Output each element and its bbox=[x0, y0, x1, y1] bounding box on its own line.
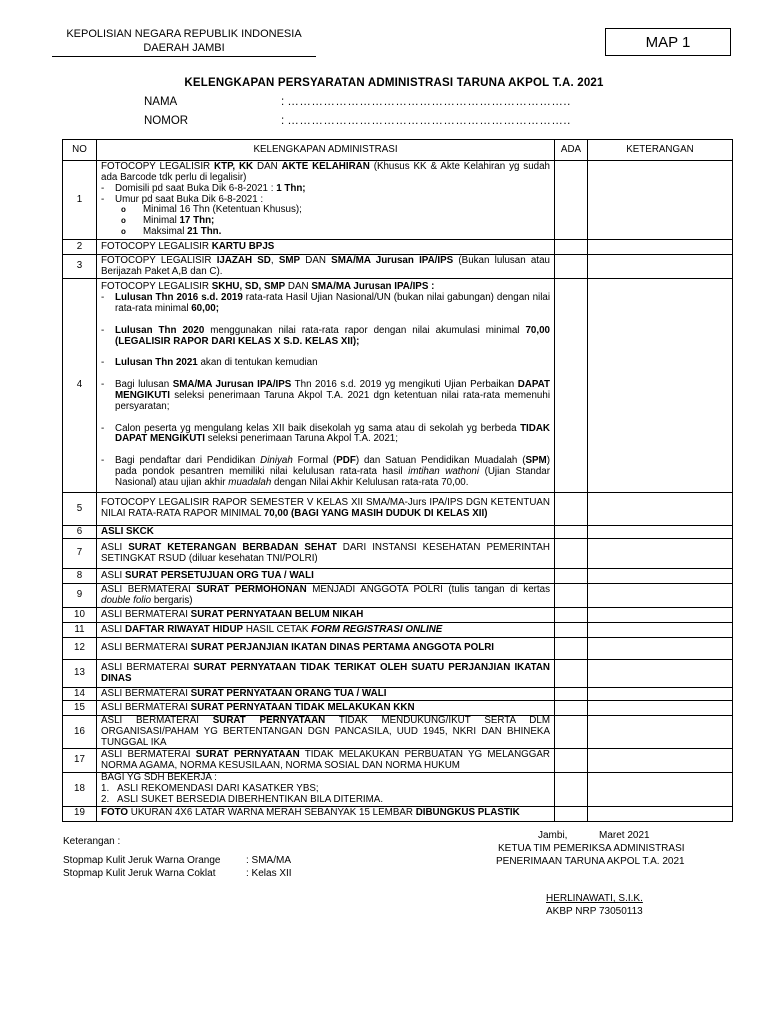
row-number: 18 bbox=[63, 773, 97, 806]
keterangan-cell[interactable] bbox=[588, 701, 733, 716]
row-number: 9 bbox=[63, 584, 97, 608]
ada-checkbox-cell[interactable] bbox=[555, 569, 588, 584]
nomor-colon: : bbox=[281, 115, 285, 127]
keterangan-cell[interactable] bbox=[588, 688, 733, 701]
row-description: ASLI BERMATERAI SURAT PERNYATAAN TIDAK TERIKAT OLEH SUATU PERJANJIAN IKATAN DINAS bbox=[97, 660, 555, 688]
row-description: FOTOCOPY LEGALISIR IJAZAH SD, SMP DAN SMA/MA Jurusan IPA/IPS (Bukan lulusan atau Berijazah Paket A,B dan C). bbox=[97, 255, 555, 279]
row-description: ASLI SURAT PERSETUJUAN ORG TUA / WALI bbox=[97, 569, 555, 584]
nama-colon: : bbox=[281, 96, 285, 108]
row-number: 12 bbox=[63, 638, 97, 660]
table-row bbox=[63, 623, 733, 638]
table-row bbox=[63, 569, 733, 584]
ada-checkbox-cell[interactable] bbox=[555, 539, 588, 569]
ada-checkbox-cell[interactable] bbox=[555, 493, 588, 526]
keterangan-cell[interactable] bbox=[588, 608, 733, 623]
table-row bbox=[63, 638, 733, 660]
table-row bbox=[63, 279, 733, 493]
notes-line-coklat: Stopmap Kulit Jeruk Warna Coklat : Kelas XII bbox=[63, 868, 292, 879]
col-header-keterangan: KETERANGAN bbox=[588, 140, 733, 161]
notes-label: Keterangan : bbox=[63, 836, 121, 847]
row-number: 17 bbox=[63, 749, 97, 773]
header-divider bbox=[52, 56, 316, 57]
keterangan-cell[interactable] bbox=[588, 526, 733, 539]
nomor-dots: …………………………………………………………….. bbox=[287, 115, 571, 127]
row-number: 7 bbox=[63, 539, 97, 569]
table-row bbox=[63, 660, 733, 688]
requirements-table bbox=[62, 139, 733, 822]
row-description: FOTO UKURAN 4X6 LATAR WARNA MERAH SEBANYAK 15 LEMBAR DIBUNGKUS PLASTIK bbox=[97, 806, 555, 821]
row-description: ASLI BERMATERAI SURAT PERMOHONAN MENJADI ANGGOTA POLRI (tulis tangan di kertas double folio bergaris) bbox=[97, 584, 555, 608]
row-number: 14 bbox=[63, 688, 97, 701]
signature-date: Maret 2021 bbox=[599, 830, 650, 841]
row-number: 8 bbox=[63, 569, 97, 584]
row-number: 15 bbox=[63, 701, 97, 716]
ada-checkbox-cell[interactable] bbox=[555, 526, 588, 539]
table-row bbox=[63, 806, 733, 821]
table-row bbox=[63, 749, 733, 773]
keterangan-cell[interactable] bbox=[588, 161, 733, 240]
col-header-ada: ADA bbox=[555, 140, 588, 161]
keterangan-cell[interactable] bbox=[588, 623, 733, 638]
ada-checkbox-cell[interactable] bbox=[555, 688, 588, 701]
ada-checkbox-cell[interactable] bbox=[555, 773, 588, 806]
table-row bbox=[63, 608, 733, 623]
ada-checkbox-cell[interactable] bbox=[555, 749, 588, 773]
keterangan-cell[interactable] bbox=[588, 806, 733, 821]
row-description: ASLI DAFTAR RIWAYAT HIDUP HASIL CETAK FORM REGISTRASI ONLINE bbox=[97, 623, 555, 638]
table-row bbox=[63, 240, 733, 255]
keterangan-cell[interactable] bbox=[588, 240, 733, 255]
table-row bbox=[63, 773, 733, 806]
table-header-row bbox=[63, 140, 733, 161]
row-description: FOTOCOPY LEGALISIR KTP, KK DAN AKTE KELAHIRAN (Khusus KK & Akte Kelahiran yg sudah ada Barcode tdk perlu di legalisir) - Domisili pd saat Buka Dik 6-8-2021 : 1 Thn; - Umur pd saat Buka Dik 6-8-2021 : o Minimal 16 Thn (Ketentuan Khusus); o Minimal 17 Thn; o Maksimal 21 Thn. bbox=[97, 161, 555, 240]
ada-checkbox-cell[interactable] bbox=[555, 638, 588, 660]
table-row bbox=[63, 701, 733, 716]
keterangan-cell[interactable] bbox=[588, 749, 733, 773]
keterangan-cell[interactable] bbox=[588, 773, 733, 806]
ada-checkbox-cell[interactable] bbox=[555, 255, 588, 279]
signer-rank: AKBP NRP 73050113 bbox=[546, 906, 643, 917]
row-description: FOTOCOPY LEGALISIR KARTU BPJS bbox=[97, 240, 555, 255]
keterangan-cell[interactable] bbox=[588, 638, 733, 660]
table-row bbox=[63, 493, 733, 526]
row-number: 2 bbox=[63, 240, 97, 255]
ada-checkbox-cell[interactable] bbox=[555, 240, 588, 255]
nomor-label: NOMOR bbox=[144, 115, 189, 127]
ada-checkbox-cell[interactable] bbox=[555, 806, 588, 821]
table-row bbox=[63, 255, 733, 279]
row-description: FOTOCOPY LEGALISIR SKHU, SD, SMP DAN SMA/MA Jurusan IPA/IPS : - Lulusan Thn 2016 s.d. 2019 rata-rata Hasil Ujian Nasional/UN (bukan nilai gabungan) dengan nilai rata-rata minimal 60,00; - Lulusan Thn 2020 menggunakan nilai rata-rata rapor dengan nilai akumulasi minimal 70,00 (LEGALISIR RAPOR DARI KELAS X S.D. KELAS XII); - Lulusan Thn 2021 akan di tentukan kemudian - Bagi lulusan SMA/MA Jurusan IPA/IPS Thn 2016 s.d. 2019 yg mengikuti Ujian Perbaikan DAPAT MENGIKUTI seleksi penerimaan Taruna Akpol T.A. 2021 dgn ketentuan nilai rata-rata memenuhi persyaratan; - Calon peserta yg mengulang kelas XII baik disekolah yg sama atau di sekolah yg berbeda TIDAK DAPAT MENGIKUTI seleksi penerimaan Taruna Akpol T.A. 2021; - Bagi pendaftar dari Pendidikan Diniyah Formal (PDF) dan Satuan Pendidikan Muadalah (SPM) pada pondok pesantren memiliki nilai kelulusan rata-rata hasil imtihan wathoni (Ujian Standar Nasional) atau ujian akhir muadalah dengan Nilai Akhir Kelulusan rata-rata 70,00. bbox=[97, 279, 555, 493]
table-row bbox=[63, 539, 733, 569]
map-label: MAP 1 bbox=[645, 33, 691, 51]
row-number: 5 bbox=[63, 493, 97, 526]
signature-place: Jambi, bbox=[538, 830, 568, 841]
institution-line-2: DAERAH JAMBI bbox=[143, 42, 225, 54]
row-number: 10 bbox=[63, 608, 97, 623]
row-description: ASLI BERMATERAI SURAT PERNYATAAN TIDAK MENDUKUNG/IKUT SERTA DLM ORGANISASI/PAHAM YG BERTENTANGAN DGN PANCASILA, UUD 1945, NKRI DAN BHINEKA TUNGGAL IKA bbox=[97, 716, 555, 749]
table-row bbox=[63, 584, 733, 608]
row-description: FOTOCOPY LEGALISIR RAPOR SEMESTER V KELAS XII SMA/MA-Jurs IPA/IPS DGN KETENTUAN NILAI RATA-RATA RAPOR MINIMAL 70,00 (BAGI YANG MASIH DUDUK DI KELAS XII) bbox=[97, 493, 555, 526]
row-number: 3 bbox=[63, 255, 97, 279]
row-number: 13 bbox=[63, 660, 97, 688]
nomor-field bbox=[144, 115, 571, 127]
ada-checkbox-cell[interactable] bbox=[555, 623, 588, 638]
ada-checkbox-cell[interactable] bbox=[555, 660, 588, 688]
ada-checkbox-cell[interactable] bbox=[555, 584, 588, 608]
row-description: ASLI BERMATERAI SURAT PERNYATAAN TIDAK MELAKUKAN PERBUATAN YG MELANGGAR NORMA AGAMA, NORMA KESUSILAAN, NORMA SOSIAL DAN NORMA HUKUM bbox=[97, 749, 555, 773]
table-row bbox=[63, 526, 733, 539]
row-number: 1 bbox=[63, 161, 97, 240]
col-header-no: NO bbox=[63, 140, 97, 161]
keterangan-cell[interactable] bbox=[588, 255, 733, 279]
row-description: BAGI YG SDH BEKERJA : 1. ASLI REKOMENDASI DARI KASATKER YBS; 2. ASLI SUKET BERSEDIA DIBERHENTIKAN BILA DITERIMA. bbox=[97, 773, 555, 806]
keterangan-cell[interactable] bbox=[588, 279, 733, 493]
row-description: ASLI BERMATERAI SURAT PERNYATAAN BELUM NIKAH bbox=[97, 608, 555, 623]
signer-name: HERLINAWATI, S.I.K. bbox=[546, 893, 643, 904]
table-row bbox=[63, 688, 733, 701]
keterangan-cell[interactable] bbox=[588, 493, 733, 526]
keterangan-cell[interactable] bbox=[588, 716, 733, 749]
table-row bbox=[63, 161, 733, 240]
row-number: 6 bbox=[63, 526, 97, 539]
map-label-box bbox=[605, 28, 731, 56]
signature-role-line-1: KETUA TIM PEMERIKSA ADMINISTRASI bbox=[498, 843, 685, 854]
ada-checkbox-cell[interactable] bbox=[555, 279, 588, 493]
col-header-kelengkapan: KELENGKAPAN ADMINISTRASI bbox=[97, 140, 555, 161]
row-number: 19 bbox=[63, 806, 97, 821]
keterangan-cell[interactable] bbox=[588, 660, 733, 688]
keterangan-cell[interactable] bbox=[588, 539, 733, 569]
keterangan-cell[interactable] bbox=[588, 584, 733, 608]
document-title: KELENGKAPAN PERSYARATAN ADMINISTRASI TARUNA AKPOL T.A. 2021 bbox=[184, 77, 604, 89]
signature-role-line-2: PENERIMAAN TARUNA AKPOL T.A. 2021 bbox=[496, 856, 685, 867]
ada-checkbox-cell[interactable] bbox=[555, 701, 588, 716]
row-description: ASLI SKCK bbox=[97, 526, 555, 539]
row-number: 11 bbox=[63, 623, 97, 638]
nama-label: NAMA bbox=[144, 96, 178, 108]
row-description: ASLI BERMATERAI SURAT PERJANJIAN IKATAN DINAS PERTAMA ANGGOTA POLRI bbox=[97, 638, 555, 660]
row-description: ASLI BERMATERAI SURAT PERNYATAAN TIDAK MELAKUKAN KKN bbox=[97, 701, 555, 716]
notes-line-orange: Stopmap Kulit Jeruk Warna Orange : SMA/MA bbox=[63, 855, 292, 866]
row-number: 16 bbox=[63, 716, 97, 749]
nama-field bbox=[144, 96, 571, 108]
table-row bbox=[63, 716, 733, 749]
keterangan-cell[interactable] bbox=[588, 569, 733, 584]
institution-line-1: KEPOLISIAN NEGARA REPUBLIK INDONESIA bbox=[66, 28, 302, 40]
ada-checkbox-cell[interactable] bbox=[555, 608, 588, 623]
ada-checkbox-cell[interactable] bbox=[555, 161, 588, 240]
row-description: ASLI SURAT KETERANGAN BERBADAN SEHAT DARI INSTANSI KESEHATAN PEMERINTAH SETINGKAT RSUD (diluar kesehatan TNI/POLRI) bbox=[97, 539, 555, 569]
row-number: 4 bbox=[63, 279, 97, 493]
row-description: ASLI BERMATERAI SURAT PERNYATAAN ORANG TUA / WALI bbox=[97, 688, 555, 701]
nama-dots: …………………………………………………………….. bbox=[287, 96, 571, 108]
institution-header bbox=[52, 27, 316, 55]
ada-checkbox-cell[interactable] bbox=[555, 716, 588, 749]
